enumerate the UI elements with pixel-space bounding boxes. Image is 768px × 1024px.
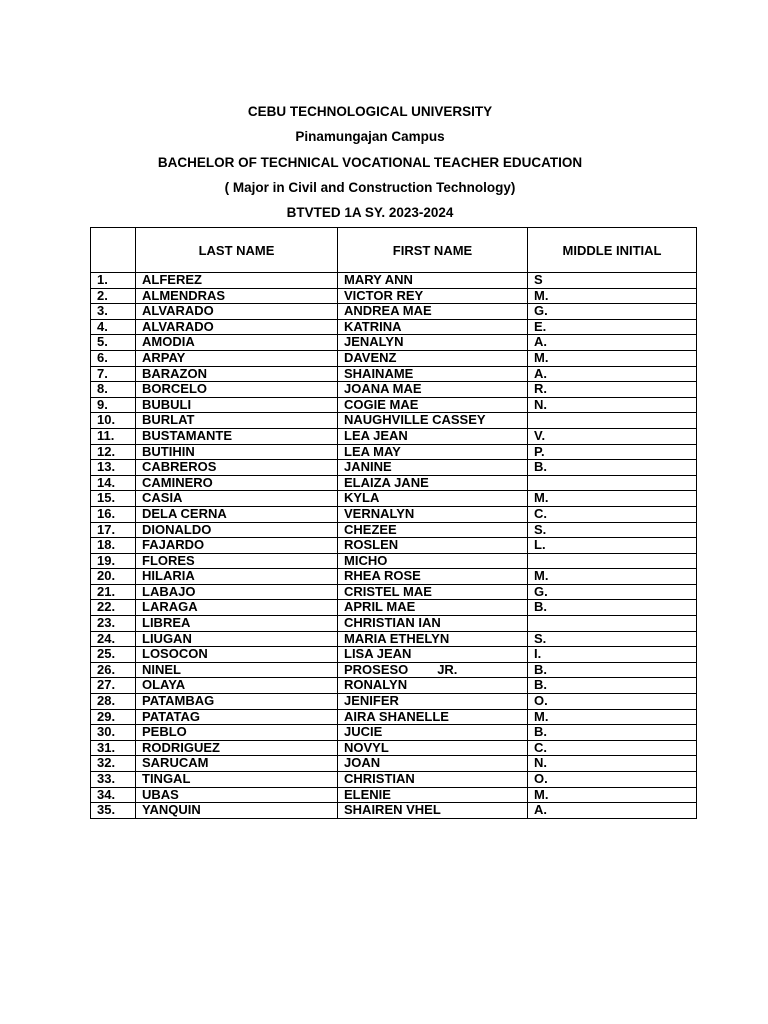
row-number: 24. bbox=[91, 631, 136, 647]
middle-initial-cell: P. bbox=[528, 444, 697, 460]
table-row bbox=[91, 491, 697, 507]
row-number: 17. bbox=[91, 522, 136, 538]
middle-initial-cell: S bbox=[528, 273, 697, 289]
first-name-cell: NOVYL bbox=[338, 740, 528, 756]
middle-initial-cell: N. bbox=[528, 756, 697, 772]
middle-initial-cell: C. bbox=[528, 740, 697, 756]
table-row bbox=[91, 631, 697, 647]
middle-initial-cell: C. bbox=[528, 506, 697, 522]
first-name-cell: MARY ANN bbox=[338, 273, 528, 289]
last-name-cell: ARPAY bbox=[136, 350, 338, 366]
last-name-cell: OLAYA bbox=[136, 678, 338, 694]
last-name-cell: UBAS bbox=[136, 787, 338, 803]
first-name-cell: KATRINA bbox=[338, 319, 528, 335]
first-name-cell: LISA JEAN bbox=[338, 647, 528, 663]
last-name-cell: CABREROS bbox=[136, 460, 338, 476]
first-name-cell: JENALYN bbox=[338, 335, 528, 351]
university-name: CEBU TECHNOLOGICAL UNIVERSITY bbox=[247, 104, 493, 119]
middle-initial-cell: A. bbox=[528, 366, 697, 382]
row-number: 3. bbox=[91, 304, 136, 320]
middle-initial-cell: B. bbox=[528, 678, 697, 694]
row-number: 22. bbox=[91, 600, 136, 616]
middle-initial-cell: N. bbox=[528, 397, 697, 413]
table-row bbox=[91, 350, 697, 366]
middle-initial-cell: R. bbox=[528, 382, 697, 398]
first-name-cell: PROSESO JR. bbox=[338, 662, 528, 678]
table-row bbox=[91, 756, 697, 772]
student-roster-table bbox=[90, 227, 697, 819]
last-name-cell: BUTIHIN bbox=[136, 444, 338, 460]
first-name-cell: ELAIZA JANE bbox=[338, 475, 528, 491]
last-name-cell: YANQUIN bbox=[136, 803, 338, 819]
first-name-cell: SHAINAME bbox=[338, 366, 528, 382]
last-name-cell: LABAJO bbox=[136, 584, 338, 600]
table-row bbox=[91, 522, 697, 538]
first-name-cell: MICHO bbox=[338, 553, 528, 569]
first-name-cell: JANINE bbox=[338, 460, 528, 476]
row-number: 8. bbox=[91, 382, 136, 398]
last-name-cell: HILARIA bbox=[136, 569, 338, 585]
first-name-cell: LEA JEAN bbox=[338, 428, 528, 444]
row-number: 6. bbox=[91, 350, 136, 366]
last-name-cell: PATAMBAG bbox=[136, 694, 338, 710]
row-number: 13. bbox=[91, 460, 136, 476]
row-number: 28. bbox=[91, 694, 136, 710]
table-row bbox=[91, 787, 697, 803]
table-row bbox=[91, 772, 697, 788]
table-row bbox=[91, 335, 697, 351]
middle-initial-cell bbox=[528, 475, 697, 491]
middle-initial-cell: O. bbox=[528, 694, 697, 710]
middle-initial-cell: O. bbox=[528, 772, 697, 788]
row-number: 10. bbox=[91, 413, 136, 429]
last-name-cell: ALMENDRAS bbox=[136, 288, 338, 304]
middle-initial-cell: M. bbox=[528, 288, 697, 304]
last-name-cell: FLORES bbox=[136, 553, 338, 569]
campus-name: Pinamungajan Campus bbox=[295, 129, 445, 145]
table-row bbox=[91, 460, 697, 476]
row-number: 12. bbox=[91, 444, 136, 460]
row-number: 34. bbox=[91, 787, 136, 803]
last-name-cell: LIUGAN bbox=[136, 631, 338, 647]
table-row bbox=[91, 538, 697, 554]
last-name-cell: CASIA bbox=[136, 491, 338, 507]
roster-body bbox=[91, 273, 697, 819]
first-name-cell: APRIL MAE bbox=[338, 600, 528, 616]
table-row bbox=[91, 616, 697, 632]
first-name-cell: VERNALYN bbox=[338, 506, 528, 522]
last-name-cell: DIONALDO bbox=[136, 522, 338, 538]
row-number: 1. bbox=[91, 273, 136, 289]
middle-initial-cell: M. bbox=[528, 569, 697, 585]
first-name-cell: JOAN bbox=[338, 756, 528, 772]
middle-initial-cell: L. bbox=[528, 538, 697, 554]
middle-initial-cell: A. bbox=[528, 335, 697, 351]
column-header-first-name: FIRST NAME bbox=[338, 228, 528, 273]
table-row bbox=[91, 740, 697, 756]
table-row bbox=[91, 428, 697, 444]
first-name-cell: SHAIREN VHEL bbox=[338, 803, 528, 819]
table-row bbox=[91, 319, 697, 335]
table-row bbox=[91, 803, 697, 819]
document-header bbox=[0, 99, 740, 225]
first-name-cell: KYLA bbox=[338, 491, 528, 507]
first-name-cell: CHRISTIAN IAN bbox=[338, 616, 528, 632]
table-header-row bbox=[91, 228, 697, 273]
middle-initial-cell: A. bbox=[528, 803, 697, 819]
row-number: 19. bbox=[91, 553, 136, 569]
row-number: 23. bbox=[91, 616, 136, 632]
first-name-cell: DAVENZ bbox=[338, 350, 528, 366]
section-year: BTVTED 1A SY. 2023-2024 bbox=[286, 205, 454, 221]
last-name-cell: BORCELO bbox=[136, 382, 338, 398]
first-name-cell: CRISTEL MAE bbox=[338, 584, 528, 600]
table-row bbox=[91, 584, 697, 600]
row-number: 18. bbox=[91, 538, 136, 554]
middle-initial-cell: M. bbox=[528, 491, 697, 507]
middle-initial-cell: I. bbox=[528, 647, 697, 663]
first-name-cell: CHRISTIAN bbox=[338, 772, 528, 788]
middle-initial-cell: B. bbox=[528, 662, 697, 678]
middle-initial-cell: B. bbox=[528, 460, 697, 476]
first-name-cell: VICTOR REY bbox=[338, 288, 528, 304]
row-number: 35. bbox=[91, 803, 136, 819]
first-name-cell: RHEA ROSE bbox=[338, 569, 528, 585]
row-number: 31. bbox=[91, 740, 136, 756]
last-name-cell: DELA CERNA bbox=[136, 506, 338, 522]
first-name-cell: COGIE MAE bbox=[338, 397, 528, 413]
first-name-cell: JUCIE bbox=[338, 725, 528, 741]
last-name-cell: PATATAG bbox=[136, 709, 338, 725]
row-number: 32. bbox=[91, 756, 136, 772]
table-row bbox=[91, 600, 697, 616]
row-number: 20. bbox=[91, 569, 136, 585]
table-row bbox=[91, 709, 697, 725]
first-name-cell: NAUGHVILLE CASSEY bbox=[338, 413, 528, 429]
table-row bbox=[91, 397, 697, 413]
row-number: 15. bbox=[91, 491, 136, 507]
row-number: 29. bbox=[91, 709, 136, 725]
table-row bbox=[91, 288, 697, 304]
last-name-cell: BURLAT bbox=[136, 413, 338, 429]
last-name-cell: PEBLO bbox=[136, 725, 338, 741]
first-name-cell: ELENIE bbox=[338, 787, 528, 803]
last-name-cell: FAJARDO bbox=[136, 538, 338, 554]
table-row bbox=[91, 569, 697, 585]
program-major: ( Major in Civil and Construction Technology) bbox=[224, 179, 516, 195]
program-name: BACHELOR OF TECHNICAL VOCATIONAL TEACHER EDUCATION bbox=[157, 154, 583, 170]
middle-initial-cell: B. bbox=[528, 600, 697, 616]
row-number: 5. bbox=[91, 335, 136, 351]
middle-initial-cell bbox=[528, 413, 697, 429]
first-name-cell: ROSLEN bbox=[338, 538, 528, 554]
middle-initial-cell: M. bbox=[528, 350, 697, 366]
last-name-cell: AMODIA bbox=[136, 335, 338, 351]
table-row bbox=[91, 506, 697, 522]
row-number: 16. bbox=[91, 506, 136, 522]
last-name-cell: BARAZON bbox=[136, 366, 338, 382]
table-row bbox=[91, 273, 697, 289]
table-row bbox=[91, 475, 697, 491]
row-number: 30. bbox=[91, 725, 136, 741]
first-name-cell: ANDREA MAE bbox=[338, 304, 528, 320]
first-name-cell: JENIFER bbox=[338, 694, 528, 710]
row-number: 26. bbox=[91, 662, 136, 678]
first-name-cell: LEA MAY bbox=[338, 444, 528, 460]
first-name-cell: MARIA ETHELYN bbox=[338, 631, 528, 647]
row-number: 25. bbox=[91, 647, 136, 663]
column-header-number bbox=[91, 228, 136, 273]
row-number: 27. bbox=[91, 678, 136, 694]
middle-initial-cell bbox=[528, 553, 697, 569]
middle-initial-cell: M. bbox=[528, 787, 697, 803]
table-row bbox=[91, 382, 697, 398]
first-name-cell: AIRA SHANELLE bbox=[338, 709, 528, 725]
row-number: 9. bbox=[91, 397, 136, 413]
table-row bbox=[91, 444, 697, 460]
middle-initial-cell: S. bbox=[528, 631, 697, 647]
first-name-cell: CHEZEE bbox=[338, 522, 528, 538]
last-name-cell: LOSOCON bbox=[136, 647, 338, 663]
last-name-cell: ALVARADO bbox=[136, 319, 338, 335]
row-number: 7. bbox=[91, 366, 136, 382]
table-row bbox=[91, 366, 697, 382]
row-number: 4. bbox=[91, 319, 136, 335]
middle-initial-cell: M. bbox=[528, 709, 697, 725]
middle-initial-cell: G. bbox=[528, 584, 697, 600]
last-name-cell: ALFEREZ bbox=[136, 273, 338, 289]
table-row bbox=[91, 647, 697, 663]
last-name-cell: BUSTAMANTE bbox=[136, 428, 338, 444]
last-name-cell: ALVARADO bbox=[136, 304, 338, 320]
middle-initial-cell: S. bbox=[528, 522, 697, 538]
middle-initial-cell: B. bbox=[528, 725, 697, 741]
last-name-cell: NINEL bbox=[136, 662, 338, 678]
last-name-cell: LIBREA bbox=[136, 616, 338, 632]
row-number: 11. bbox=[91, 428, 136, 444]
column-header-last-name: LAST NAME bbox=[136, 228, 338, 273]
first-name-cell: RONALYN bbox=[338, 678, 528, 694]
row-number: 14. bbox=[91, 475, 136, 491]
table-row bbox=[91, 662, 697, 678]
table-row bbox=[91, 694, 697, 710]
last-name-cell: LARAGA bbox=[136, 600, 338, 616]
last-name-cell: SARUCAM bbox=[136, 756, 338, 772]
last-name-cell: TINGAL bbox=[136, 772, 338, 788]
first-name-cell: JOANA MAE bbox=[338, 382, 528, 398]
table-row bbox=[91, 304, 697, 320]
middle-initial-cell bbox=[528, 616, 697, 632]
table-row bbox=[91, 553, 697, 569]
table-row bbox=[91, 725, 697, 741]
middle-initial-cell: V. bbox=[528, 428, 697, 444]
last-name-cell: CAMINERO bbox=[136, 475, 338, 491]
row-number: 21. bbox=[91, 584, 136, 600]
column-header-middle-initial: MIDDLE INITIAL bbox=[528, 228, 697, 273]
row-number: 33. bbox=[91, 772, 136, 788]
row-number: 2. bbox=[91, 288, 136, 304]
table-row bbox=[91, 678, 697, 694]
last-name-cell: BUBULI bbox=[136, 397, 338, 413]
table-row bbox=[91, 413, 697, 429]
middle-initial-cell: E. bbox=[528, 319, 697, 335]
middle-initial-cell: G. bbox=[528, 304, 697, 320]
last-name-cell: RODRIGUEZ bbox=[136, 740, 338, 756]
